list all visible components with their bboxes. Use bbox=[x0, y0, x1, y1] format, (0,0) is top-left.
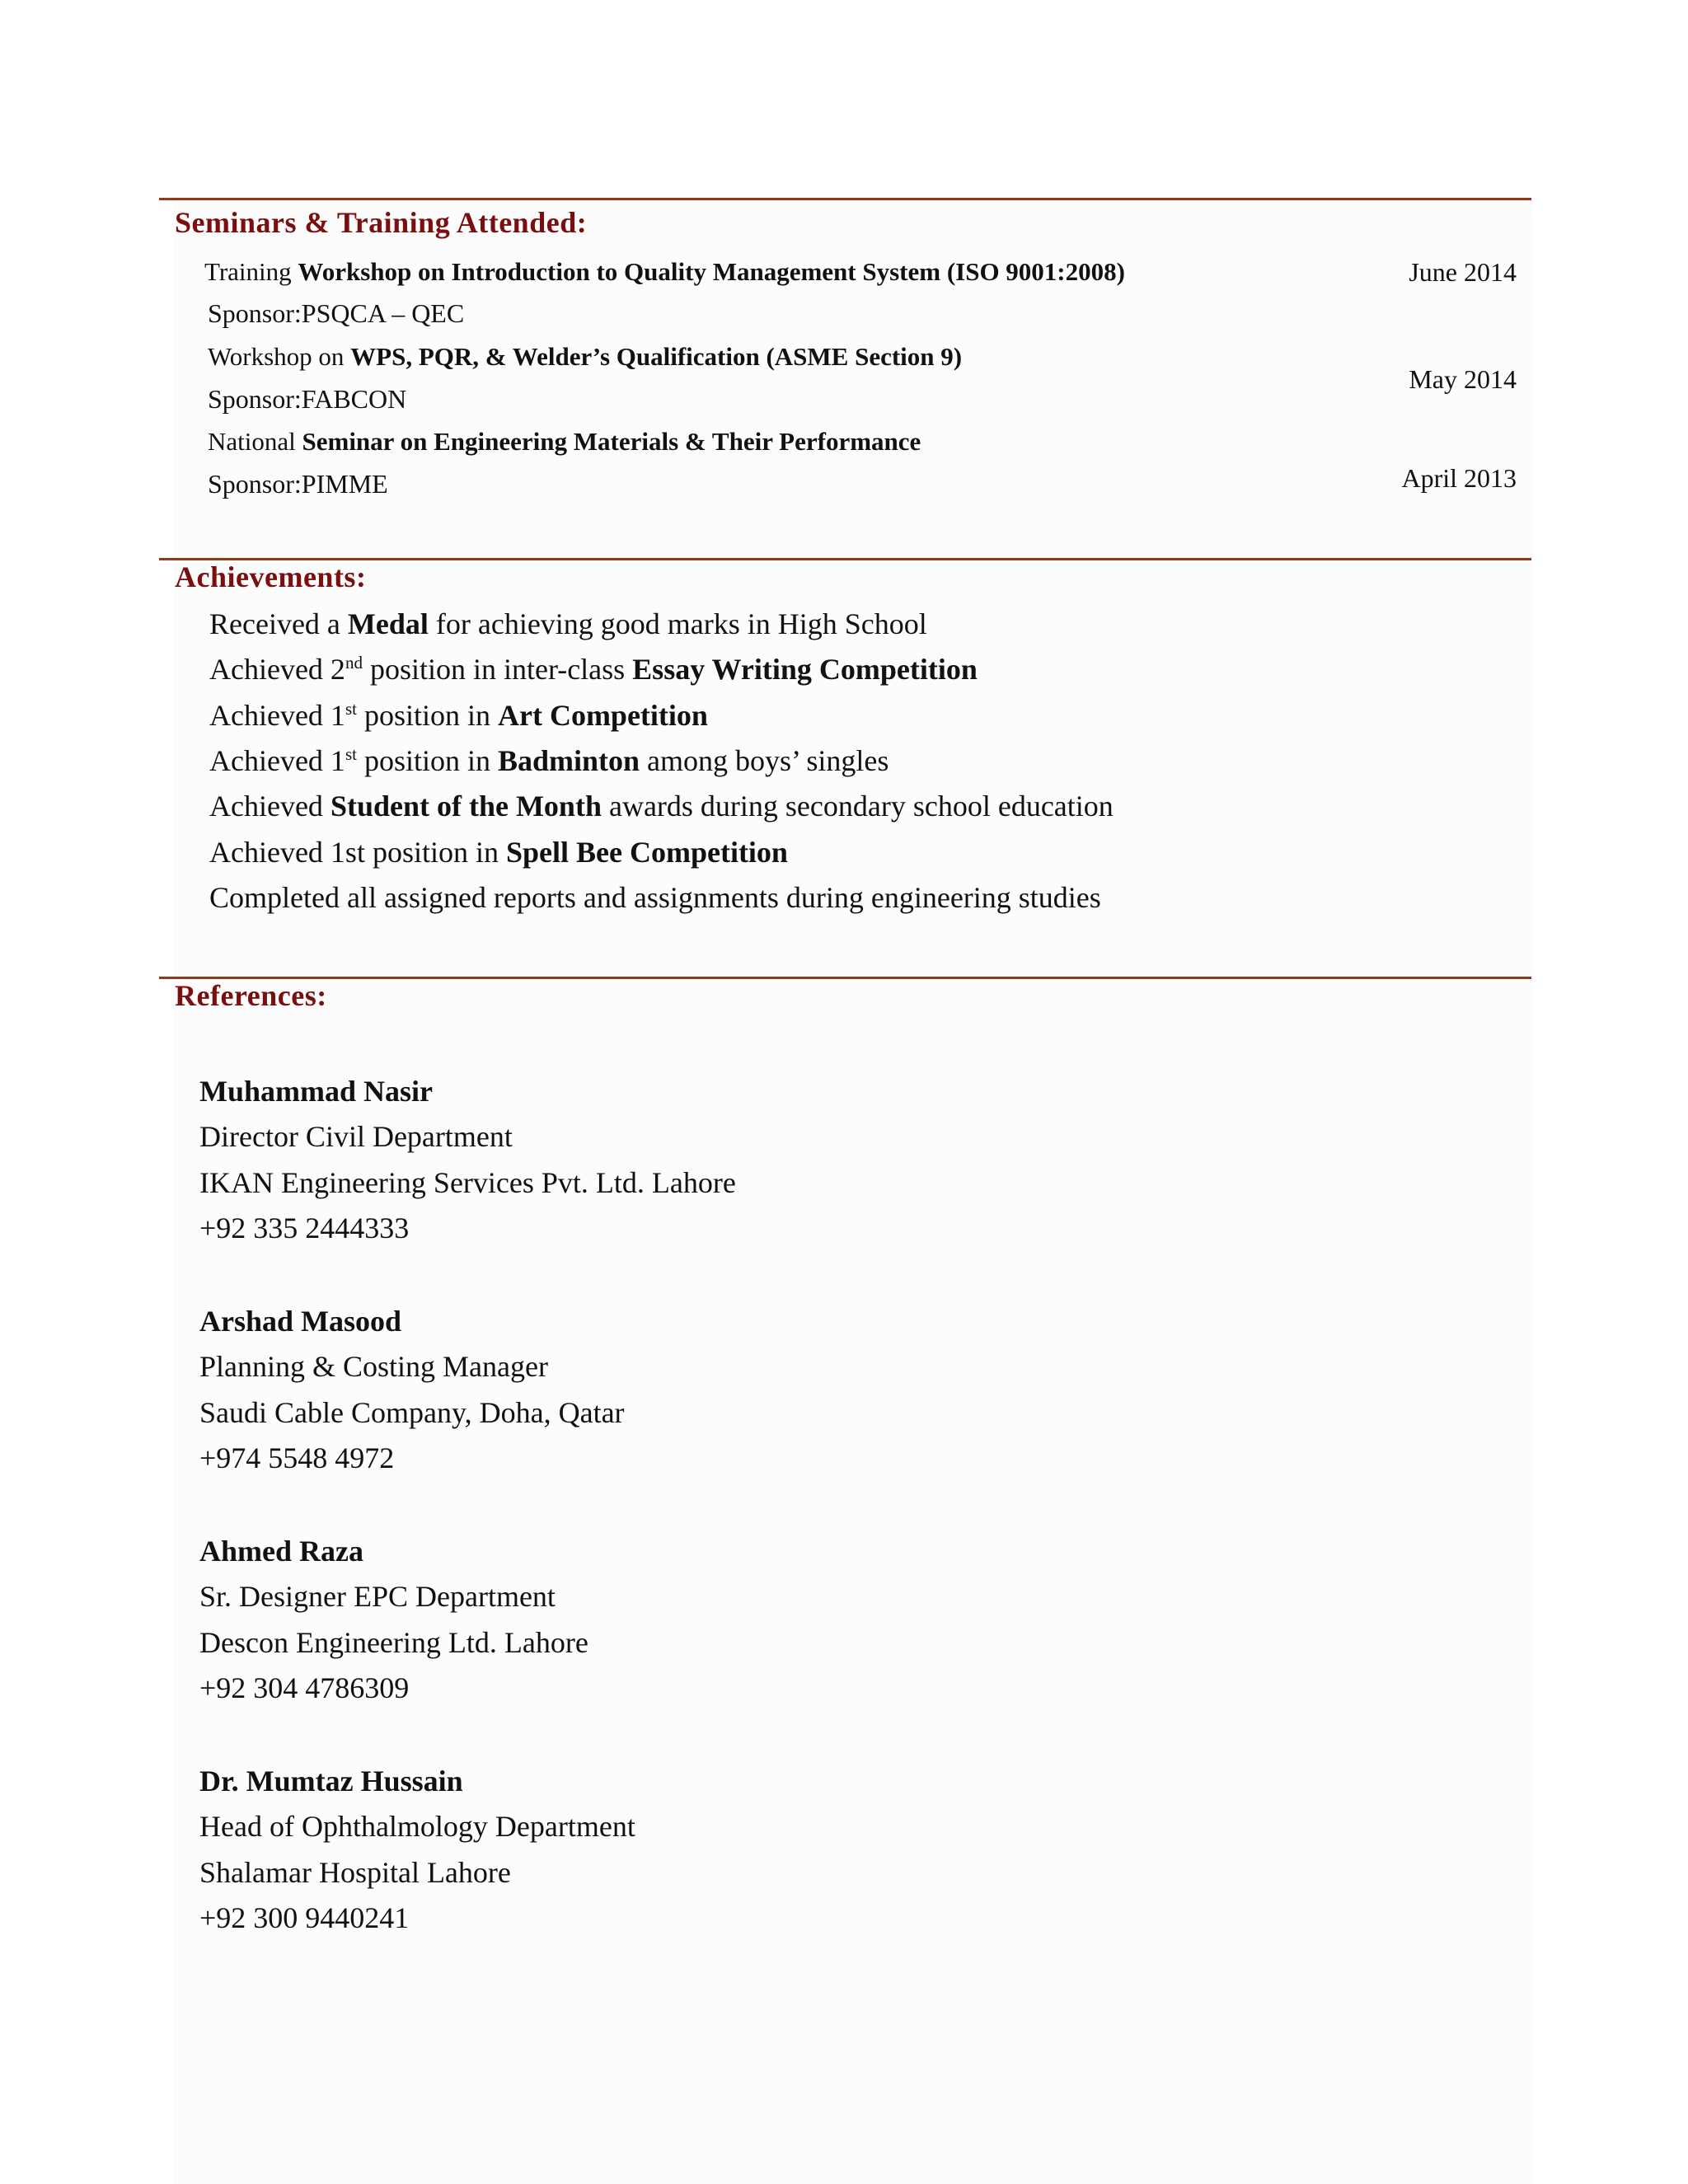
achievement-text: Achieved bbox=[209, 790, 323, 823]
achievement-highlight: Art Competition bbox=[497, 699, 708, 732]
achievement-highlight: Badminton bbox=[497, 744, 640, 777]
seminar-item-1-date: June 2014 bbox=[1409, 257, 1517, 287]
seminar-item-2-title: WPS, PQR, & Welder’s Qualification (ASME Section 9) bbox=[350, 342, 963, 371]
seminar-item-1-title-line bbox=[204, 257, 1125, 287]
achievement-item bbox=[209, 607, 927, 641]
achievement-text-middle: position in bbox=[363, 699, 490, 732]
achievement-text-middle: position in bbox=[363, 744, 490, 777]
achievements-heading: Achievements: bbox=[175, 560, 367, 593]
seminar-item-2-sponsor-line bbox=[208, 384, 406, 415]
ordinal-suffix: st bbox=[345, 699, 357, 719]
reference-name: Arshad Masood bbox=[199, 1305, 402, 1338]
achievement-item bbox=[209, 698, 708, 733]
seminars-heading: Seminars & Training Attended: bbox=[175, 206, 588, 239]
achievement-highlight: Spell Bee Competition bbox=[505, 836, 788, 869]
reference-organization: Saudi Cable Company, Doha, Qatar bbox=[199, 1396, 625, 1429]
seminar-item-3-title: Seminar on Engineering Materials & Their Performance bbox=[302, 427, 921, 456]
achievement-text-tail: among boys’ singles bbox=[647, 744, 889, 777]
seminar-item-2-prefix: Workshop on bbox=[208, 342, 345, 371]
seminar-item-1-sponsor: PSQCA – QEC bbox=[301, 298, 465, 328]
achievement-item bbox=[209, 835, 788, 869]
achievement-text: Achieved 1 bbox=[209, 744, 345, 777]
references-heading: References: bbox=[175, 979, 327, 1012]
achievement-item bbox=[209, 743, 889, 778]
reference-organization: Shalamar Hospital Lahore bbox=[199, 1856, 511, 1889]
achievement-text-middle: position in inter-class bbox=[369, 653, 626, 686]
achievement-highlight: Essay Writing Competition bbox=[632, 653, 978, 686]
achievement-item bbox=[209, 789, 1114, 823]
achievement-item bbox=[209, 652, 978, 687]
seminar-item-2-sponsor: FABCON bbox=[301, 384, 407, 414]
reference-role: Director Civil Department bbox=[199, 1120, 513, 1153]
seminar-item-1-sponsor-label: Sponsor: bbox=[208, 298, 302, 328]
seminar-item-2-sponsor-label: Sponsor: bbox=[208, 384, 302, 414]
reference-role: Planning & Costing Manager bbox=[199, 1350, 548, 1383]
seminars-divider bbox=[159, 198, 1531, 200]
ordinal-suffix: st bbox=[345, 744, 357, 764]
reference-phone: +974 5548 4972 bbox=[199, 1441, 395, 1474]
reference-role: Sr. Designer EPC Department bbox=[199, 1580, 556, 1613]
seminar-item-2-title-line bbox=[208, 342, 962, 372]
achievement-highlight: Medal bbox=[347, 607, 429, 640]
reference-organization: Descon Engineering Ltd. Lahore bbox=[199, 1626, 588, 1659]
achievement-highlight: Student of the Month bbox=[330, 790, 602, 823]
seminar-item-3-sponsor-line bbox=[208, 469, 388, 499]
achievement-item bbox=[209, 880, 1101, 915]
reference-name: Ahmed Raza bbox=[199, 1535, 363, 1568]
seminar-item-1-title: Workshop on Introduction to Quality Management System (ISO 9001:2008) bbox=[298, 257, 1125, 286]
achievement-text-tail: for achieving good marks in High School bbox=[435, 607, 927, 640]
reference-name: Dr. Mumtaz Hussain bbox=[199, 1765, 463, 1797]
seminar-item-1-prefix: Training bbox=[204, 257, 292, 286]
seminar-item-2-date: May 2014 bbox=[1409, 364, 1517, 394]
achievement-text: Achieved 2 bbox=[209, 653, 345, 686]
seminar-item-3-title-line bbox=[208, 427, 921, 457]
reference-phone: +92 335 2444333 bbox=[199, 1212, 410, 1244]
ordinal-suffix: nd bbox=[345, 653, 363, 673]
seminar-item-3-sponsor-label: Sponsor: bbox=[208, 469, 302, 499]
reference-organization: IKAN Engineering Services Pvt. Ltd. Lahore bbox=[199, 1166, 736, 1199]
references-divider bbox=[159, 977, 1531, 979]
reference-phone: +92 304 4786309 bbox=[199, 1671, 410, 1704]
achievement-text-tail: awards during secondary school education bbox=[608, 790, 1114, 823]
seminar-item-3-sponsor: PIMME bbox=[301, 469, 388, 499]
achievement-text: Achieved 1 bbox=[209, 699, 345, 732]
reference-role: Head of Ophthalmology Department bbox=[199, 1810, 635, 1843]
seminar-item-1-sponsor-line bbox=[208, 298, 464, 329]
achievement-text: Completed all assigned reports and assignments during engineering studies bbox=[209, 881, 1101, 914]
reference-name: Muhammad Nasir bbox=[199, 1075, 434, 1108]
reference-phone: +92 300 9440241 bbox=[199, 1901, 410, 1934]
achievement-text: Received a bbox=[209, 607, 340, 640]
achievement-text: Achieved 1st position in bbox=[209, 836, 499, 869]
seminar-item-3-date: April 2013 bbox=[1401, 463, 1517, 493]
seminar-item-3-prefix: National bbox=[208, 427, 296, 456]
